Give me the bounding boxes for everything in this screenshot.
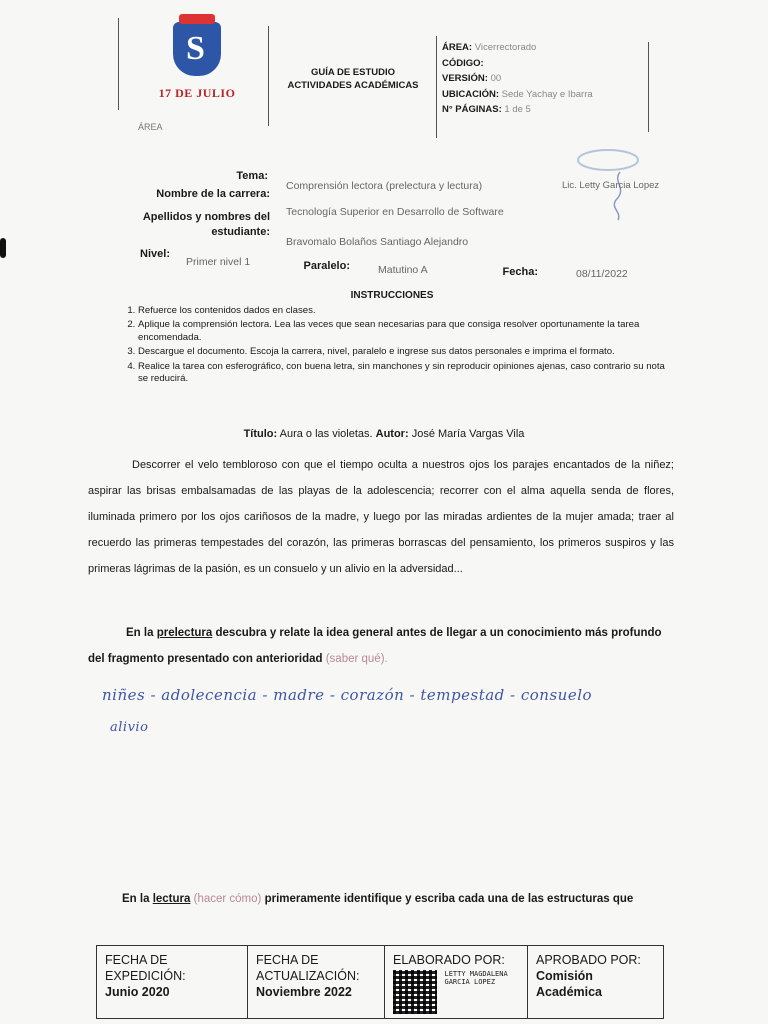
q2-text-b: primeramente identifique y escriba cada una de las estructuras que xyxy=(264,893,634,905)
fecha-label: Fecha: xyxy=(502,266,538,278)
actualizacion-value: Noviembre 2022 xyxy=(256,985,352,999)
nombres-label-line2: estudiante: xyxy=(211,226,270,238)
reading-paragraph: Descorrer el velo tembloroso con que el tiempo oculta a nuestros ojos los parajes encantados de la niñez; aspirar las brisas embalsamadas de las playas de la adolescencia; recorrer con el alma aquella senda de flores, iluminada primero por los ojos cariñosos de la madre, y luego por las miradas ardientes de la mujer amada; traer al recuerdo las primeras tempestades del corazón, las primeras borrascas del pensamiento, los primeros suspiros y las primeras lágrimas de la pasión, es un consuelo y un alivio en la adversidad... xyxy=(88,459,674,575)
meta-label: ÁREA: xyxy=(442,42,473,53)
fecha-value: 08/11/2022 xyxy=(576,268,628,280)
instruction-item: 1. Refuerce los contenidos dados en clases. xyxy=(138,305,672,318)
tema-label: Tema: xyxy=(236,170,268,182)
question-lectura xyxy=(122,893,633,905)
area-small-label: ÁREA xyxy=(138,122,163,132)
aprobado-value: Comisión Académica xyxy=(536,969,603,999)
page-edge-mark xyxy=(0,238,6,258)
carrera-label: Nombre de la carrera: xyxy=(156,188,270,200)
footer-table xyxy=(96,945,664,1019)
guide-title xyxy=(278,66,428,92)
guide-title-line2: ACTIVIDADES ACADÉMICAS xyxy=(287,80,419,91)
shield-icon xyxy=(173,22,221,76)
author-value: José María Vargas Vila xyxy=(411,428,525,440)
meta-row xyxy=(442,71,593,87)
nombres-value: Bravomalo Bolaños Santiago Alejandro xyxy=(286,236,469,248)
meta-label: CÓDIGO: xyxy=(442,57,484,69)
institution-name: 17 DE JULIO xyxy=(158,86,236,100)
carrera-value: Tecnología Superior en Desarrollo de Software xyxy=(286,206,504,218)
stamp-text: Lic. Letty Garcia Lopez xyxy=(562,180,660,191)
document-meta xyxy=(442,40,593,118)
question-prelectura xyxy=(88,620,674,672)
instructions-title: INSTRUCCIONES xyxy=(350,290,434,301)
author-label: Autor: xyxy=(375,428,409,440)
nombres-label-line1: Apellidos y nombres del xyxy=(142,211,270,223)
nivel-value: Primer nivel 1 xyxy=(186,256,251,268)
qr-code-icon xyxy=(393,970,437,1014)
paralelo-label: Paralelo: xyxy=(303,260,350,272)
footer-elaborado xyxy=(385,946,528,1018)
footer-aprobado xyxy=(528,946,662,1018)
nombres-label xyxy=(110,210,270,240)
actualizacion-label: FECHA DE ACTUALIZACIÓN: xyxy=(256,953,360,983)
q1-text-b: descubra y relate la idea general antes de llegar a un conocimiento más profundo del fragmento presentado con anterioridad xyxy=(88,627,662,665)
handwritten-answer-line1: niñes - adolecencia - madre - corazón - tempestad - consuelo xyxy=(102,686,593,704)
instructions xyxy=(112,290,672,388)
instruction-item: 2. Aplique la comprensión lectora. Lea las veces que sean necesarias para que consiga resolver oportunamente la tarea encomendada. xyxy=(138,319,672,344)
meta-row xyxy=(442,56,593,72)
q1-hint: (saber qué). xyxy=(325,653,388,665)
q1-underlined: prelectura xyxy=(156,627,213,639)
meta-label: UBICACIÓN: xyxy=(442,88,499,100)
meta-value: Sede Yachay e Ibarra xyxy=(501,88,593,100)
guide-title-line1: GUÍA DE ESTUDIO xyxy=(310,67,396,78)
meta-label: N° PÁGINAS: xyxy=(442,104,502,115)
q2-hint: (hacer cómo) xyxy=(193,893,262,905)
q1-text-a: En la xyxy=(126,627,154,639)
nivel-label: Nivel: xyxy=(140,248,170,260)
meta-value: 1 de 5 xyxy=(504,104,531,115)
meta-value: 00 xyxy=(490,73,502,84)
meta-value: Vicerrectorado xyxy=(474,42,537,53)
footer-expedicion xyxy=(97,946,248,1018)
handwritten-answer-line2: alivio xyxy=(110,720,149,735)
expedicion-label: FECHA DE EXPEDICIÓN: xyxy=(105,953,186,983)
footer-actualizacion xyxy=(248,946,385,1018)
tema-value: Comprensión lectora (prelectura y lectura) xyxy=(286,180,483,192)
institution-logo xyxy=(142,22,252,112)
aprobado-label: APROBADO POR: xyxy=(536,953,641,967)
elaborado-signature: LETTY MAGDALENA GARCIA LOPEZ xyxy=(444,970,508,986)
title-value: Aura o las violetas. xyxy=(279,428,373,440)
q2-text-a: En la xyxy=(122,893,150,905)
instruction-item: 4. Realice la tarea con esferográfico, con buena letra, sin manchones y sin reproducir opiniones ajenas, caso contrario su nota se reducirá. xyxy=(138,361,672,386)
meta-row xyxy=(442,87,593,103)
elaborado-label: ELABORADO POR: xyxy=(393,953,505,967)
instruction-item: 3. Descargue el documento. Escoja la carrera, nivel, paralelo e ingrese sus datos personales e imprima el formato. xyxy=(138,346,672,359)
instructions-list xyxy=(112,305,672,386)
meta-label: VERSIÓN: xyxy=(442,73,488,84)
paralelo-value: Matutino A xyxy=(378,264,428,276)
meta-row xyxy=(442,102,593,118)
expedicion-value: Junio 2020 xyxy=(105,985,170,999)
meta-row xyxy=(442,40,593,56)
q2-underlined: lectura xyxy=(152,893,191,905)
title-label: Título: xyxy=(243,428,278,440)
reading-title xyxy=(0,428,768,440)
